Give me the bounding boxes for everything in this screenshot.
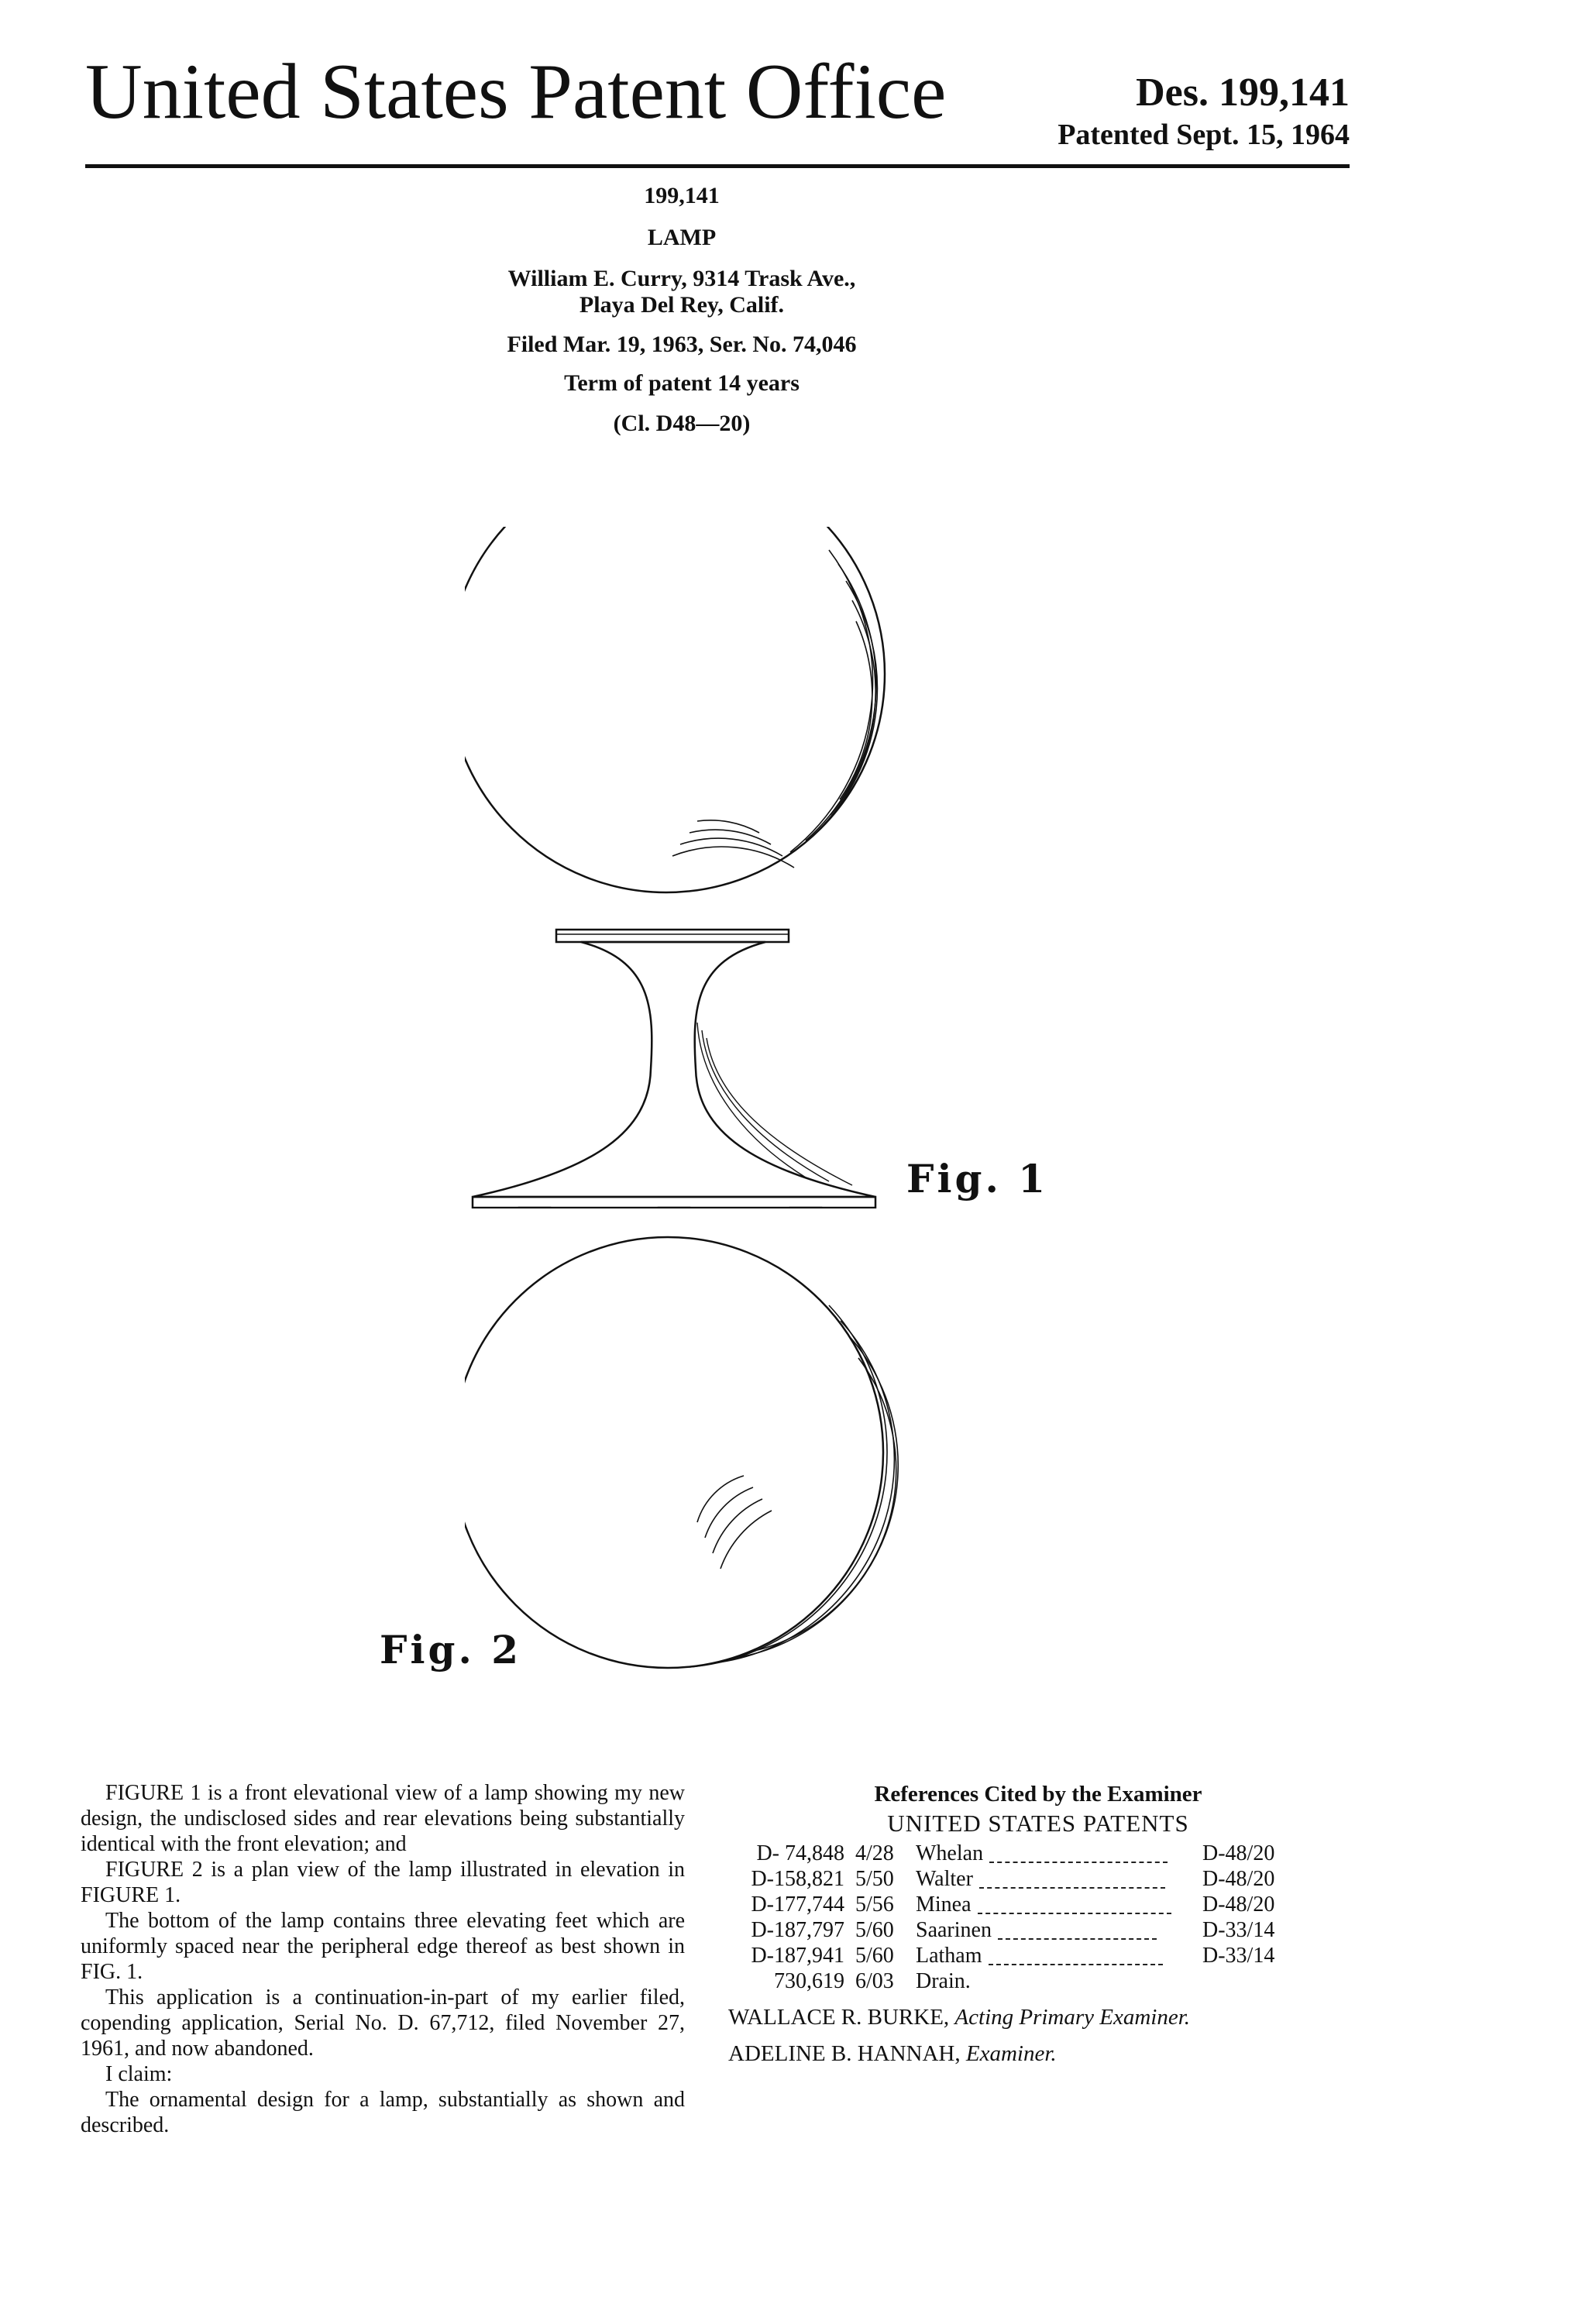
reference-row: [728, 1841, 1319, 1866]
primary-examiner: [728, 2005, 1348, 2030]
ref-class: D-33/14: [1202, 1944, 1275, 1968]
ref-name: Drain.: [916, 1969, 971, 1993]
references-subheading: UNITED STATES PATENTS: [887, 1810, 1189, 1837]
ref-name: Walter: [916, 1867, 973, 1891]
ref-name: Saarinen: [916, 1918, 992, 1942]
ref-date: 5/56: [855, 1893, 894, 1917]
leader-dots: [998, 1924, 1157, 1940]
ref-date: 5/50: [855, 1867, 894, 1891]
patent-number: 199,141: [644, 183, 720, 208]
description-paragraph: FIGURE 1 is a front elevational view of a lamp showing my new design, the undisclosed sides and rear elevations being substantially identical with the front elevation; and: [81, 1781, 685, 1856]
globe-outline: [465, 527, 885, 892]
ref-name: Whelan: [916, 1841, 984, 1865]
leader-dots: [989, 1848, 1168, 1863]
reference-row: [728, 1968, 1319, 1994]
reference-row: [728, 1866, 1319, 1892]
figure-1-lamp-elevation: [465, 527, 899, 1208]
ref-name: Latham: [916, 1944, 982, 1968]
leader-dots: [979, 1873, 1165, 1889]
ref-number: D-158,821: [751, 1867, 844, 1891]
description-column: [81, 1780, 685, 2138]
plan-shading: [690, 1305, 898, 1667]
filing-info: Filed Mar. 19, 1963, Ser. No. 74,046: [507, 332, 857, 357]
examiner: [728, 2041, 1348, 2067]
ref-date: 6/03: [855, 1969, 894, 1993]
ref-class: D-48/20: [1202, 1893, 1275, 1917]
examiner-1-role: Acting Primary Examiner.: [954, 2005, 1191, 2030]
ref-class: [1202, 1968, 1319, 1994]
ref-class: D-33/14: [1202, 1918, 1275, 1942]
ref-class: D-48/20: [1202, 1867, 1275, 1891]
examiner-2-role: Examiner.: [965, 2041, 1057, 2066]
ref-class: D-48/20: [1202, 1841, 1275, 1865]
claim-heading: I claim:: [105, 2062, 173, 2086]
figure-2-label: Fig. 2: [380, 1627, 522, 1673]
office-title: United States Patent Office: [85, 48, 947, 136]
references-table: [728, 1841, 1319, 1994]
ref-date: 5/60: [855, 1944, 894, 1968]
patented-date: Patented Sept. 15, 1964: [1058, 119, 1350, 151]
design-number: Des. 199,141: [1136, 70, 1350, 115]
claim-text: The ornamental design for a lamp, substantially as shown and described.: [81, 2088, 685, 2137]
figure-2-lamp-plan: [465, 1220, 930, 1693]
ref-number: D-187,797: [751, 1918, 844, 1942]
references-heading: References Cited by the Examiner: [874, 1782, 1202, 1807]
references-column: [728, 1782, 1348, 2067]
description-paragraph: FIGURE 2 is a plan view of the lamp illustrated in elevation in FIGURE 1.: [81, 1858, 685, 1907]
lamp-stem: [473, 942, 875, 1197]
figure-1-label: Fig. 1: [906, 1156, 1049, 1202]
inventor-line-2: Playa Del Rey, Calif.: [579, 292, 785, 318]
reference-row: [728, 1943, 1319, 1968]
ref-number: D- 74,848: [756, 1841, 844, 1865]
reference-row: [728, 1892, 1319, 1917]
ref-number: D-177,744: [751, 1893, 844, 1917]
description-paragraph: This application is a continuation-in-part of my earlier filed, copending application, Serial No. D. 67,712, filed November 27, 1961, and now abandoned.: [81, 1985, 685, 2061]
plan-globe-outline: [465, 1237, 883, 1668]
lamp-base: [473, 1197, 875, 1208]
description-paragraph: The bottom of the lamp contains three elevating feet which are uniformly spaced near the peripheral edge thereof as best shown in FIG. 1.: [81, 1909, 685, 1984]
ref-number: D-187,941: [751, 1944, 844, 1968]
ref-name: Minea: [916, 1893, 972, 1917]
ref-date: 4/28: [855, 1841, 894, 1865]
patent-term: Term of patent 14 years: [564, 370, 800, 396]
header-rule: [85, 164, 1350, 168]
ref-date: 5/60: [855, 1918, 894, 1942]
lamp-collar: [556, 930, 789, 942]
examiner-1-name: WALLACE R. BURKE,: [728, 2005, 950, 2030]
leader-dots: [989, 1950, 1163, 1965]
ref-number: 730,619: [774, 1969, 844, 1993]
globe-shading: [672, 550, 877, 868]
classification: (Cl. D48—20): [613, 411, 751, 436]
inventor-line-1: William E. Curry, 9314 Trask Ave.,: [507, 266, 856, 291]
patent-title: LAMP: [647, 225, 717, 250]
examiner-2-name: ADELINE B. HANNAH,: [728, 2041, 961, 2066]
leader-dots: [978, 1899, 1171, 1914]
reference-row: [728, 1917, 1319, 1943]
